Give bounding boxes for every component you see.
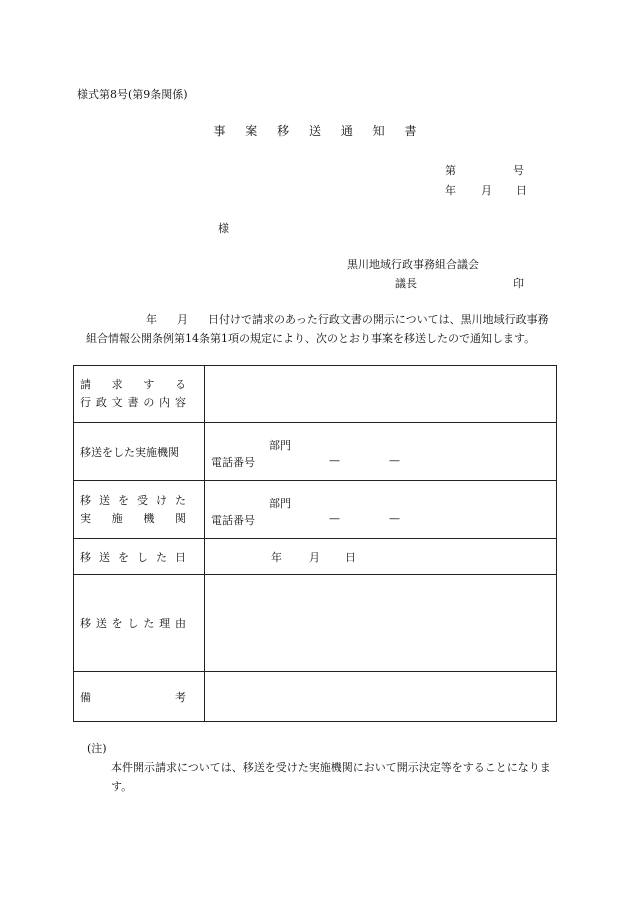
row-receiving-agency bbox=[74, 481, 557, 539]
value-transfer-reason[interactable] bbox=[205, 575, 557, 672]
note-text: 本件開示請求については、移送を受けた実施機関において開示決定等をすることになります。 bbox=[111, 761, 551, 793]
value-transferring-agency[interactable] bbox=[205, 423, 557, 481]
value-remarks[interactable] bbox=[205, 672, 557, 722]
dept-label: 部門 bbox=[269, 497, 291, 510]
label-remarks: 備 考 bbox=[74, 672, 205, 722]
phone-dash: — bbox=[329, 512, 340, 525]
title-char: 移 bbox=[277, 124, 290, 138]
phone-dash: — bbox=[329, 454, 340, 467]
title-char: 案 bbox=[245, 124, 258, 138]
sender-title: 議長 bbox=[395, 277, 417, 290]
title-char: 通 bbox=[340, 124, 353, 138]
title-char: 送 bbox=[308, 124, 321, 138]
addressee-honorific: 様 bbox=[218, 222, 229, 235]
value-requested-document[interactable] bbox=[205, 366, 557, 423]
dept-label: 部門 bbox=[269, 439, 291, 452]
title-char: 書 bbox=[404, 124, 417, 138]
body-month: 月 bbox=[177, 313, 188, 326]
transfer-date-day: 日 bbox=[345, 551, 356, 564]
label-receiving-agency: 移 送 を 受 け た 実 施 機 関 bbox=[74, 481, 205, 539]
seal-mark: 印 bbox=[513, 277, 524, 290]
transfer-details-table bbox=[73, 365, 557, 722]
issue-date-year: 年 bbox=[445, 184, 456, 197]
doc-number-prefix: 第 bbox=[445, 164, 456, 177]
doc-number-suffix: 号 bbox=[513, 164, 524, 177]
title-char: 事 bbox=[213, 124, 226, 138]
label-transfer-reason: 移 送 を し た 理 由 bbox=[74, 575, 205, 672]
phone-label: 電話番号 bbox=[211, 456, 255, 469]
form-number: 様式第8号(第9条関係) bbox=[77, 88, 188, 101]
label-transfer-date: 移 送 を し た 日 bbox=[74, 539, 205, 575]
body-text: 日付けで請求のあった行政文書の開示については、黒川地域行政事務組合情報公開条例第14条第1項の規定により、次のとおり事案を移送したので通知します。 bbox=[86, 313, 549, 345]
value-receiving-agency[interactable] bbox=[205, 481, 557, 539]
label-transferring-agency: 移送をした実施機関 bbox=[74, 423, 205, 481]
value-transfer-date[interactable] bbox=[205, 539, 557, 575]
row-transfer-reason bbox=[74, 575, 557, 672]
issue-date-day: 日 bbox=[516, 184, 527, 197]
transfer-date-year: 年 bbox=[271, 551, 282, 564]
sender-organization: 黒川地域行政事務組合議会 bbox=[347, 258, 479, 271]
issue-date-month: 月 bbox=[481, 184, 492, 197]
row-transfer-date bbox=[74, 539, 557, 575]
label-requested-document: 請 求 す る 行 政 文 書 の 内 容 bbox=[74, 366, 205, 423]
note-heading: (注) bbox=[87, 742, 107, 755]
row-remarks bbox=[74, 672, 557, 722]
document-title bbox=[0, 122, 630, 139]
phone-dash: — bbox=[389, 512, 400, 525]
phone-dash: — bbox=[389, 454, 400, 467]
body-year: 年 bbox=[146, 313, 157, 326]
transfer-date-month: 月 bbox=[309, 551, 320, 564]
row-requested-document bbox=[74, 366, 557, 423]
notice-body bbox=[86, 310, 556, 348]
phone-label: 電話番号 bbox=[211, 514, 255, 527]
row-transferring-agency bbox=[74, 423, 557, 481]
title-char: 知 bbox=[372, 124, 385, 138]
